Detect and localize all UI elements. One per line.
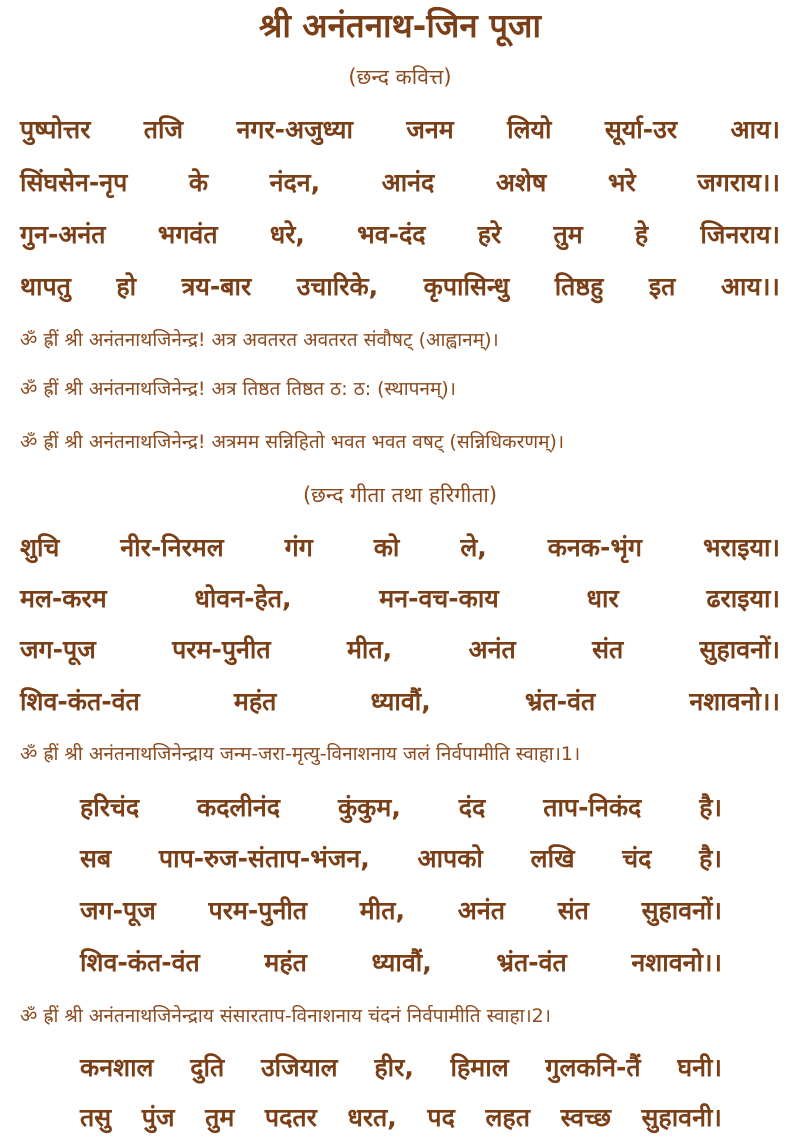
verse2-line3: जग-पूज परम-पुनीत मीत, अनंत संत सुहावनों। xyxy=(20,635,780,664)
chhand-heading-kavitt: (छन्द कवित्त) xyxy=(348,65,452,89)
verse3-line2: सब पाप-रुज-संताप-भंजन, आपको लखि चंद है। xyxy=(80,844,722,873)
verse3-line1: हरिचंद कदलीनंद कुंकुम, दंद ताप-निकंद है। xyxy=(80,793,722,822)
verse1-line3: गुन-अनंत भगवंत धरे, भव-दंद हरे तुम हे जिनराय। xyxy=(20,220,780,249)
mantra-jal: ॐ ह्रीं श्री अनंतनाथजिनेन्द्राय जन्म-जरा-मृत्यु-विनाशनाय जलं निर्वपामीति स्वाहा।1। xyxy=(20,743,581,765)
verse1-line4: थापतु हो त्रय-बार उचारिके, कृपासिन्धु तिष्ठहु इत आय।। xyxy=(20,272,780,301)
verse3-line4: शिव-कंत-वंत महंत ध्यावौं, भ्रंत-वंत नशावनो।। xyxy=(80,948,722,977)
verse3-line3: जग-पूज परम-पुनीत मीत, अनंत संत सुहावनों। xyxy=(80,896,722,925)
verse2-line4: शिव-कंत-वंत महंत ध्यावौं, भ्रंत-वंत नशावनो।। xyxy=(20,687,780,716)
verse2-line1: शुचि नीर-निरमल गंग को ले, कनक-भृंग भराइया। xyxy=(20,533,780,562)
chhand-heading-geeta: (छन्द गीता तथा हरिगीता) xyxy=(302,483,498,507)
verse1-line2: सिंघसेन-नृप के नंदन, आनंद अशेष भरे जगराय।। xyxy=(20,168,780,197)
mantra-sthapanam: ॐ ह्रीं श्री अनंतनाथजिनेन्द्र! अत्र तिष्ठत तिष्ठत ठ: ठ: (स्थापनम्)। xyxy=(20,378,456,400)
mantra-chandan: ॐ ह्रीं श्री अनंतनाथजिनेन्द्राय संसारताप-विनाशनाय चंदनं निर्वपामीति स्वाहा।2। xyxy=(20,1005,551,1027)
mantra-aahvanan: ॐ ह्रीं श्री अनंतनाथजिनेन्द्र! अत्र अवतरत अवतरत संवौषट् (आह्वानम्)। xyxy=(20,329,499,351)
verse1-line1: पुष्पोत्तर तजि नगर-अजुध्या जनम लियो सूर्या-उर आय। xyxy=(20,115,780,144)
verse4-line1: कनशाल दुति उजियाल हीर, हिमाल गुलकनि-तैं घनी। xyxy=(80,1053,722,1082)
verse4-line2: तसु पुंज तुम पदतर धरत, पद लहत स्वच्छ सुहावनी। xyxy=(80,1103,722,1132)
page-title: श्री अनंतनाथ-जिन पूजा xyxy=(259,6,541,45)
verse2-line2: मल-करम धोवन-हेत, मन-वच-काय धार ढराइया। xyxy=(20,584,780,613)
mantra-sannidhikaranam: ॐ ह्रीं श्री अनंतनाथजिनेन्द्र! अत्रमम सन्निहितो भवत भवत वषट् (सन्निधिकरणम्)। xyxy=(20,431,565,453)
